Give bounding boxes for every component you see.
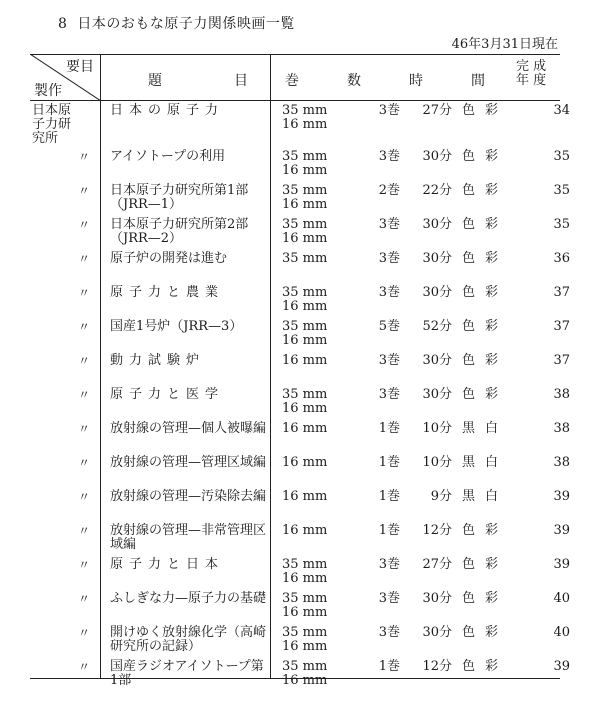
film-format-cell [282, 218, 352, 246]
reels-cell: 3巻 [378, 251, 400, 266]
film-format-value: 35 mm [282, 591, 328, 606]
color-type-cell: 黒白 [462, 489, 509, 504]
reels-cell: 3巻 [378, 103, 400, 118]
table-row [30, 353, 570, 388]
as-of-date: 46年3月31日現在 [451, 37, 558, 52]
film-format-value: 16 mm [282, 353, 328, 368]
header-title [148, 70, 248, 90]
producer-cell: 〃 [78, 184, 91, 198]
table-row [30, 217, 570, 252]
film-format-cell [282, 184, 352, 212]
film-format-value: 16 mm [282, 117, 328, 132]
duration-cell: 30分 [422, 387, 452, 402]
producer-cell: 〃 [78, 558, 91, 572]
film-format-value: 35 mm [282, 319, 328, 334]
color-type-cell: 色彩 [462, 387, 509, 402]
film-format-cell [282, 354, 352, 368]
film-format-value: 35 mm [282, 103, 328, 118]
completion-year-cell: 38 [553, 387, 570, 402]
duration-cell: 30分 [422, 353, 452, 368]
completion-year-cell: 37 [553, 353, 570, 368]
film-format-cell [282, 388, 352, 416]
film-format-value: 16 mm [282, 455, 328, 470]
color-type-cell: 色彩 [462, 523, 509, 538]
section-number: 8 [58, 16, 68, 32]
producer-cell: 〃 [78, 524, 91, 538]
film-format-cell [282, 150, 352, 178]
header-title-char: 題 [148, 73, 162, 89]
duration-cell: 30分 [422, 251, 452, 266]
completion-year-cell: 39 [553, 659, 570, 674]
film-format-value: 16 mm [282, 605, 328, 620]
table-row [30, 625, 570, 660]
color-type-cell: 色彩 [462, 103, 509, 118]
film-format-value: 35 mm [282, 387, 328, 402]
color-type-cell: 色彩 [462, 625, 509, 640]
reels-cell: 1巻 [378, 421, 400, 436]
duration-cell: 30分 [422, 217, 452, 232]
producer-cell: 日本原子力研究所 [32, 103, 72, 146]
reels-cell: 2巻 [378, 183, 400, 198]
film-format-value: 16 mm [282, 333, 328, 348]
producer-cell: 〃 [78, 592, 91, 606]
film-format-cell [282, 456, 352, 470]
film-format-value: 35 mm [282, 659, 328, 674]
film-format-value: 35 mm [282, 149, 328, 164]
film-format-value: 35 mm [282, 625, 328, 640]
duration-cell: 22分 [422, 183, 452, 198]
reels-cell: 1巻 [378, 455, 400, 470]
completion-year-cell: 38 [553, 421, 570, 436]
duration-cell: 30分 [422, 285, 452, 300]
film-format-value: 16 mm [282, 299, 328, 314]
film-format-cell [282, 524, 352, 538]
reels-cell: 1巻 [378, 523, 400, 538]
film-title-cell: ふしぎな力—原子力の基礎 [110, 591, 267, 606]
header-completion-year [516, 60, 556, 88]
film-format-value: 35 mm [282, 285, 328, 300]
color-type-cell: 色彩 [462, 285, 509, 300]
completion-year-cell: 39 [553, 523, 570, 538]
completion-year-cell: 39 [553, 557, 570, 572]
header-reels-char: 巻 [285, 73, 299, 89]
film-title-cell: 原子炉の開発は進む [110, 251, 228, 266]
producer-cell: 〃 [78, 490, 91, 504]
film-format-value: 16 mm [282, 401, 328, 416]
film-title-cell: 日本原子力研究所第2部（JRR—2） [110, 217, 249, 246]
completion-year-cell: 40 [553, 591, 570, 606]
completion-year-cell: 37 [553, 285, 570, 300]
film-format-value: 16 mm [282, 421, 328, 436]
color-type-cell: 色彩 [462, 659, 509, 674]
header-item: 要目 [66, 59, 94, 75]
reels-cell: 3巻 [378, 285, 400, 300]
producer-cell: 〃 [78, 660, 91, 674]
color-type-cell: 黒白 [462, 421, 509, 436]
reels-cell: 3巻 [378, 217, 400, 232]
header-completion-line1: 完 成 [516, 59, 547, 74]
film-format-value: 16 mm [282, 523, 328, 538]
completion-year-cell: 34 [553, 103, 570, 118]
film-title-cell: 原子力と日本 [110, 557, 225, 572]
film-title-cell: 放射線の管理—管理区域編 [110, 455, 267, 470]
table-row [30, 387, 570, 422]
reels-cell: 1巻 [378, 659, 400, 674]
film-format-value: 35 mm [282, 557, 328, 572]
header-title-char: 目 [234, 73, 248, 89]
film-format-cell [282, 558, 352, 586]
film-format-cell [282, 422, 352, 436]
completion-year-cell: 36 [553, 251, 570, 266]
table-row [30, 149, 570, 184]
color-type-cell: 色彩 [462, 319, 509, 334]
film-title-cell: 国産1号炉（JRR—3） [110, 319, 243, 334]
duration-cell: 12分 [422, 659, 452, 674]
reels-cell: 3巻 [378, 625, 400, 640]
duration-cell: 30分 [422, 625, 452, 640]
film-format-value: 16 mm [282, 673, 328, 688]
color-type-cell: 色彩 [462, 149, 509, 164]
film-title-cell: 日本の原子力 [110, 103, 225, 118]
completion-year-cell: 37 [553, 319, 570, 334]
duration-cell: 30分 [422, 149, 452, 164]
film-title-cell: 日本原子力研究所第1部（JRR—1） [110, 183, 249, 212]
film-format-value: 35 mm [282, 217, 328, 232]
table-row [30, 489, 570, 524]
film-format-value: 16 mm [282, 231, 328, 246]
duration-cell: 52分 [422, 319, 452, 334]
film-format-cell [282, 490, 352, 504]
film-format-value: 35 mm [282, 183, 328, 198]
table-row [30, 421, 570, 456]
page-title [58, 13, 295, 33]
producer-cell: 〃 [78, 626, 91, 640]
completion-year-cell: 35 [553, 217, 570, 232]
table-row [30, 251, 570, 286]
table-row [30, 285, 570, 320]
film-format-cell [282, 286, 352, 314]
film-title-cell: 国産ラジオアイソトープ第1部 [110, 659, 264, 688]
film-title-cell: 原子力と農業 [110, 285, 225, 300]
film-format-value: 16 mm [282, 571, 328, 586]
header-reels-char: 間 [471, 73, 485, 89]
producer-cell: 〃 [78, 456, 91, 470]
producer-cell: 〃 [78, 286, 91, 300]
film-format-value: 35 mm [282, 251, 328, 266]
film-title-cell: 放射線の管理—汚染除去編 [110, 489, 267, 504]
duration-cell: 30分 [422, 591, 452, 606]
header-reels-time [285, 70, 485, 90]
header-completion-line2: 年 度 [516, 73, 547, 88]
color-type-cell: 色彩 [462, 217, 509, 232]
producer-cell: 〃 [78, 422, 91, 436]
duration-cell: 27分 [422, 557, 452, 572]
color-type-cell: 色彩 [462, 557, 509, 572]
color-type-cell: 色彩 [462, 183, 509, 198]
table-row [30, 319, 570, 354]
film-format-value: 16 mm [282, 639, 328, 654]
film-format-cell [282, 592, 352, 620]
completion-year-cell: 38 [553, 455, 570, 470]
color-type-cell: 黒白 [462, 455, 509, 470]
reels-cell: 1巻 [378, 489, 400, 504]
duration-cell: 9分 [430, 489, 452, 504]
table-row [30, 183, 570, 218]
film-format-value: 16 mm [282, 197, 328, 212]
table-top-rule [30, 54, 560, 55]
completion-year-cell: 35 [553, 183, 570, 198]
duration-cell: 10分 [422, 421, 452, 436]
table-row [30, 557, 570, 592]
header-reels-char: 数 [347, 73, 361, 89]
duration-cell: 10分 [422, 455, 452, 470]
film-title-cell: 開けゆく放射線化学（高崎研究所の記録） [110, 625, 267, 654]
film-format-cell [282, 626, 352, 654]
table-row [30, 455, 570, 490]
producer-cell: 〃 [78, 320, 91, 334]
completion-year-cell: 40 [553, 625, 570, 640]
color-type-cell: 色彩 [462, 251, 509, 266]
table-row [30, 659, 570, 694]
duration-cell: 27分 [422, 103, 452, 118]
table-row [30, 103, 570, 150]
completion-year-cell: 39 [553, 489, 570, 504]
header-reels-char: 時 [409, 73, 423, 89]
title-text: 日本のおもな原子力関係映画一覧 [77, 16, 295, 32]
producer-cell: 〃 [78, 252, 91, 266]
producer-cell: 〃 [78, 218, 91, 232]
film-format-cell [282, 320, 352, 348]
reels-cell: 3巻 [378, 353, 400, 368]
film-table-body [30, 103, 570, 694]
table-header-rule [30, 100, 560, 101]
film-format-cell [282, 252, 352, 266]
producer-cell: 〃 [78, 354, 91, 368]
reels-cell: 3巻 [378, 591, 400, 606]
film-format-value: 16 mm [282, 489, 328, 504]
film-title-cell: 動力試験炉 [110, 353, 206, 368]
reels-cell: 3巻 [378, 149, 400, 164]
table-row [30, 591, 570, 626]
film-title-cell: 放射線の管理—非常管理区域編 [110, 523, 267, 552]
film-title-cell: アイソトープの利用 [110, 149, 226, 164]
film-title-cell: 放射線の管理—個人被曝編 [110, 421, 267, 436]
reels-cell: 5巻 [378, 319, 400, 334]
reels-cell: 3巻 [378, 557, 400, 572]
completion-year-cell: 35 [553, 149, 570, 164]
color-type-cell: 色彩 [462, 353, 509, 368]
film-format-cell [282, 660, 352, 688]
color-type-cell: 色彩 [462, 591, 509, 606]
film-title-cell: 原子力と医学 [110, 387, 225, 402]
reels-cell: 3巻 [378, 387, 400, 402]
header-producer: 製作 [34, 83, 62, 99]
duration-cell: 12分 [422, 523, 452, 538]
producer-cell: 〃 [78, 388, 91, 402]
film-format-cell [282, 104, 352, 132]
film-format-value: 16 mm [282, 163, 328, 178]
table-row [30, 523, 570, 558]
producer-cell: 〃 [78, 150, 91, 164]
